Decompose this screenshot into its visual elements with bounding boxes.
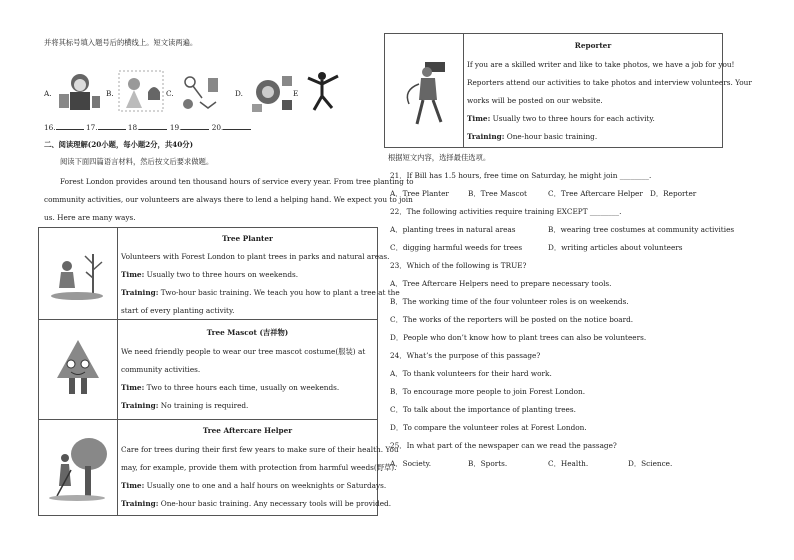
option[interactable]: A．Tree Planter xyxy=(390,189,449,198)
option[interactable]: C．Health. xyxy=(548,459,589,468)
tree-mascot-icon xyxy=(49,338,107,400)
dancer-icon xyxy=(302,68,344,112)
time-value: Usually two to three hours on weekends. xyxy=(144,270,299,279)
training-value: Two-hour basic training. We teach you how to plant a tree at the xyxy=(158,288,400,297)
option[interactable]: D．People who don’t know how to plant trees can also be volunteers. xyxy=(390,333,647,342)
time-value: Usually one to one and a half hours on weeknights or Saturdays. xyxy=(144,481,387,490)
roles-table xyxy=(38,227,400,516)
training-value: One-hour basic training. xyxy=(504,132,598,141)
time-label: Time: xyxy=(121,270,145,279)
answer-blank[interactable] xyxy=(181,122,209,130)
student-with-flask-icon xyxy=(56,70,104,112)
answer-blank[interactable] xyxy=(223,122,251,130)
training-label: Training: xyxy=(121,401,159,410)
option[interactable]: C．The works of the reporters will be posted on the notice board. xyxy=(390,315,634,324)
picture-letter: B. xyxy=(106,89,114,98)
cooking-tools-icon xyxy=(178,72,226,112)
question-stem: 23．Which of the following is TRUE? xyxy=(390,261,527,270)
intro-line: 并将其标号填入题号后的横线上。短文读两遍。 xyxy=(44,38,198,47)
option[interactable]: B．The working time of the four volunteer roles is on weekends. xyxy=(390,297,629,306)
time-value: Usually two to three hours for each activity. xyxy=(490,114,655,123)
option[interactable]: A．Tree Aftercare Helpers need to prepare necessary tools. xyxy=(390,279,612,288)
passage-line: community activities, our volunteers are always there to lend a helping hand. We expect you to join xyxy=(44,195,413,204)
role-title-text: Tree Mascot xyxy=(206,328,257,337)
question-stem: 21．If Bill has 1.5 hours, free time on Saturday, he might join ________. xyxy=(390,171,652,180)
reporter-description: works will be posted on our website. xyxy=(467,96,603,105)
picture-letter: D. xyxy=(235,89,243,98)
option[interactable]: D．writing articles about volunteers xyxy=(548,243,683,252)
role-title: Tree Planter xyxy=(222,234,273,243)
passage-line: Forest London provides around ten thousand hours of service every year. From tree planting to xyxy=(60,177,414,186)
role-description: may, for example, provide them with protection from harmful weeds(野草). xyxy=(121,463,397,472)
role-title: Tree Aftercare Helper xyxy=(202,426,293,435)
blank-label: 19. xyxy=(169,123,182,132)
time-label: Time: xyxy=(121,383,145,392)
option[interactable]: C．digging harmful weeds for trees xyxy=(390,243,523,252)
role-time xyxy=(121,481,386,490)
answer-blank[interactable] xyxy=(139,122,167,130)
role-training-cont: start of every planting activity. xyxy=(121,306,235,315)
time-value: Two to three hours each time, usually on weekends. xyxy=(144,383,340,392)
answer-blanks xyxy=(44,122,251,132)
section-heading: 二、阅读理解(20小题，每小题2分，共40分) xyxy=(44,140,194,149)
robot-parts-icon xyxy=(248,70,299,114)
option[interactable]: A．Society. xyxy=(390,459,432,468)
passage-line: us. Here are many ways. xyxy=(44,213,136,222)
blank-label: 17. xyxy=(85,123,98,132)
reporter-title: Reporter xyxy=(574,41,612,50)
role-description: community activities. xyxy=(121,365,201,374)
option[interactable]: D．Science. xyxy=(628,459,673,468)
role-time xyxy=(121,270,298,279)
option[interactable]: B．Sports. xyxy=(468,459,508,468)
training-label: Training: xyxy=(121,288,159,297)
option[interactable]: B．To encourage more people to join Forest London. xyxy=(390,387,586,396)
role-description: Volunteers with Forest London to plant trees in parks and natural areas. xyxy=(121,252,390,261)
blank-label: 16. xyxy=(44,123,56,132)
option[interactable]: C．To talk about the importance of planting trees. xyxy=(390,405,576,414)
role-time xyxy=(121,383,339,392)
reporter-time xyxy=(467,114,655,123)
question-instruction: 根据短文内容，选择最佳选项。 xyxy=(388,153,491,162)
reporter-description: Reporters attend our activities to take photos and interview volunteers. Your xyxy=(467,78,752,87)
answer-blank[interactable] xyxy=(98,122,126,130)
role-title xyxy=(118,328,377,337)
option[interactable]: B．wearing tree costumes at community activities xyxy=(548,225,735,234)
option[interactable]: D．To compare the volunteer roles at Forest London. xyxy=(390,423,587,432)
option[interactable]: C．Tree Aftercare Helper xyxy=(548,189,643,198)
option[interactable]: B．Tree Mascot xyxy=(468,189,527,198)
aftercare-helper-icon xyxy=(47,436,109,502)
training-label: Training: xyxy=(121,499,159,508)
blank-label: 18. xyxy=(127,123,140,132)
blank-label: 20. xyxy=(211,123,224,132)
question-stem: 22．The following activities require training EXCEPT ________. xyxy=(390,207,622,216)
role-training xyxy=(121,288,400,297)
reporter-icon xyxy=(397,56,455,128)
question-stem: 24．What’s the purpose of this passage? xyxy=(390,351,541,360)
subsection-instruction: 阅读下面四篇语言材料，然后按文后要求做题。 xyxy=(60,157,214,166)
reporter-description: If you are a skilled writer and like to take photos, we have a job for you! xyxy=(467,60,735,69)
time-label: Time: xyxy=(121,481,145,490)
training-value: One-hour basic training. Any necessary tools will be provided. xyxy=(158,499,392,508)
role-description: Care for trees during their first few years to make sure of their health. You xyxy=(121,445,399,454)
role-training xyxy=(121,499,391,508)
role-training xyxy=(121,401,248,410)
option[interactable]: A．To thank volunteers for their hard work. xyxy=(390,369,552,378)
training-label: Training: xyxy=(467,132,505,141)
option[interactable]: D．Reporter xyxy=(650,189,697,198)
picture-letter: C. xyxy=(166,89,174,98)
picture-letter: A. xyxy=(44,89,52,98)
tree-planter-icon xyxy=(47,246,109,302)
role-description: We need friendly people to wear our tree mascot costume(服装) at xyxy=(121,347,366,356)
girl-with-bell-icon xyxy=(118,70,164,112)
option[interactable]: A．planting trees in natural areas xyxy=(390,225,516,234)
answer-blank[interactable] xyxy=(56,122,84,130)
reporter-training xyxy=(467,132,597,141)
picture-letter: E xyxy=(293,89,299,98)
time-label: Time: xyxy=(467,114,491,123)
reporter-box xyxy=(384,33,752,148)
question-stem: 25．In what part of the newspaper can we read the passage? xyxy=(390,441,617,450)
training-value: No training is required. xyxy=(158,401,249,410)
role-title-cn: (吉祥物) xyxy=(259,328,289,337)
